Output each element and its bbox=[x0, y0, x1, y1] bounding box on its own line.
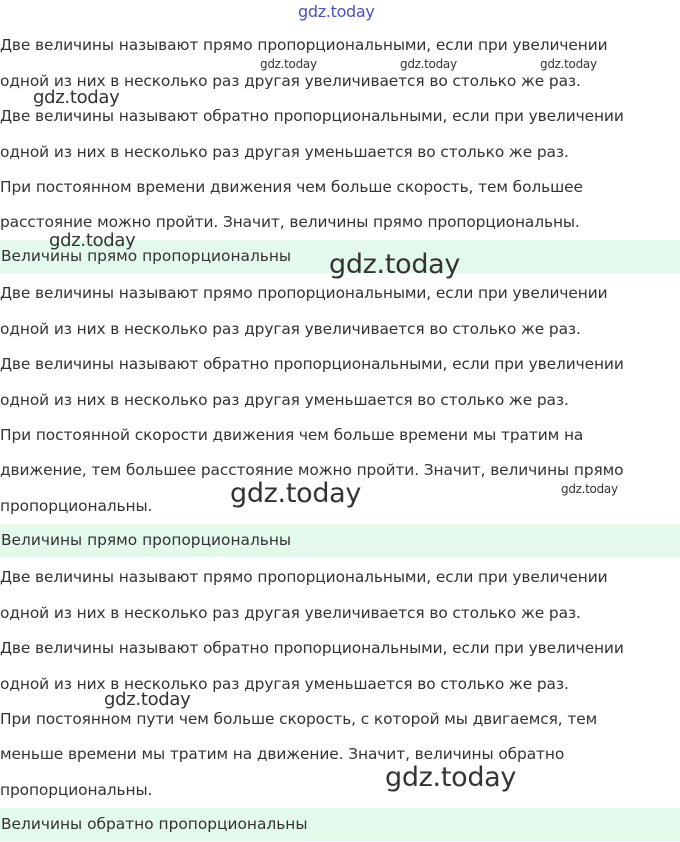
watermark: gdz.today bbox=[385, 762, 517, 793]
watermark: gdz.today bbox=[400, 57, 457, 71]
watermark: gdz.today bbox=[298, 2, 375, 21]
text-line: меньше времени мы тратим на движение. Значит, величины обратно bbox=[0, 745, 565, 763]
text-line: одной из них в несколько раз другая уменьшается во столько же раз. bbox=[0, 143, 569, 161]
text-line: Две величины называют прямо пропорциональными, если при увеличении bbox=[0, 284, 608, 302]
text-line: пропорциональны. bbox=[0, 497, 153, 515]
answer-text: Величины прямо пропорциональны bbox=[1, 531, 292, 549]
text-line: Две величины называют обратно пропорциональными, если при увеличении bbox=[0, 355, 624, 373]
watermark: gdz.today bbox=[230, 478, 362, 509]
watermark: gdz.today bbox=[329, 249, 461, 280]
text-line: одной из них в несколько раз другая уменьшается во столько же раз. bbox=[0, 391, 569, 409]
text-line: пропорциональны. bbox=[0, 781, 153, 799]
text-line: одной из них в несколько раз другая уменьшается во столько же раз. bbox=[0, 675, 569, 693]
text-line: При постоянном пути чем больше скорость, с которой мы двигаемся, тем bbox=[0, 710, 598, 728]
watermark: gdz.today bbox=[540, 57, 597, 71]
text-line: движение, тем большее расстояние можно пройти. Значит, величины прямо bbox=[0, 461, 624, 479]
text-line: При постоянной скорости движения чем больше времени мы тратим на bbox=[0, 426, 584, 444]
answer-text: Величины прямо пропорциональны bbox=[1, 247, 292, 265]
text-line: одной из них в несколько раз другая увеличивается во столько же раз. bbox=[0, 72, 581, 90]
watermark: gdz.today bbox=[33, 87, 120, 108]
watermark: gdz.today bbox=[49, 230, 136, 251]
text-line: Две величины называют обратно пропорциональными, если при увеличении bbox=[0, 639, 624, 657]
text-line: Две величины называют обратно пропорциональными, если при увеличении bbox=[0, 107, 624, 125]
watermark: gdz.today bbox=[260, 57, 317, 71]
answer-highlight bbox=[0, 524, 680, 557]
text-line: При постоянном времени движения чем больше скорость, тем большее bbox=[0, 178, 583, 196]
answer-highlight bbox=[0, 808, 680, 841]
text-line: Две величины называют прямо пропорциональными, если при увеличении bbox=[0, 36, 608, 54]
answer-text: Величины обратно пропорциональны bbox=[1, 815, 308, 833]
text-line: расстояние можно пройти. Значит, величины прямо пропорциональны. bbox=[0, 213, 580, 231]
text-line: Две величины называют прямо пропорциональными, если при увеличении bbox=[0, 568, 608, 586]
text-line: одной из них в несколько раз другая увеличивается во столько же раз. bbox=[0, 320, 581, 338]
watermark: gdz.today bbox=[561, 482, 618, 496]
watermark: gdz.today bbox=[104, 689, 191, 710]
text-line: одной из них в несколько раз другая увеличивается во столько же раз. bbox=[0, 604, 581, 622]
